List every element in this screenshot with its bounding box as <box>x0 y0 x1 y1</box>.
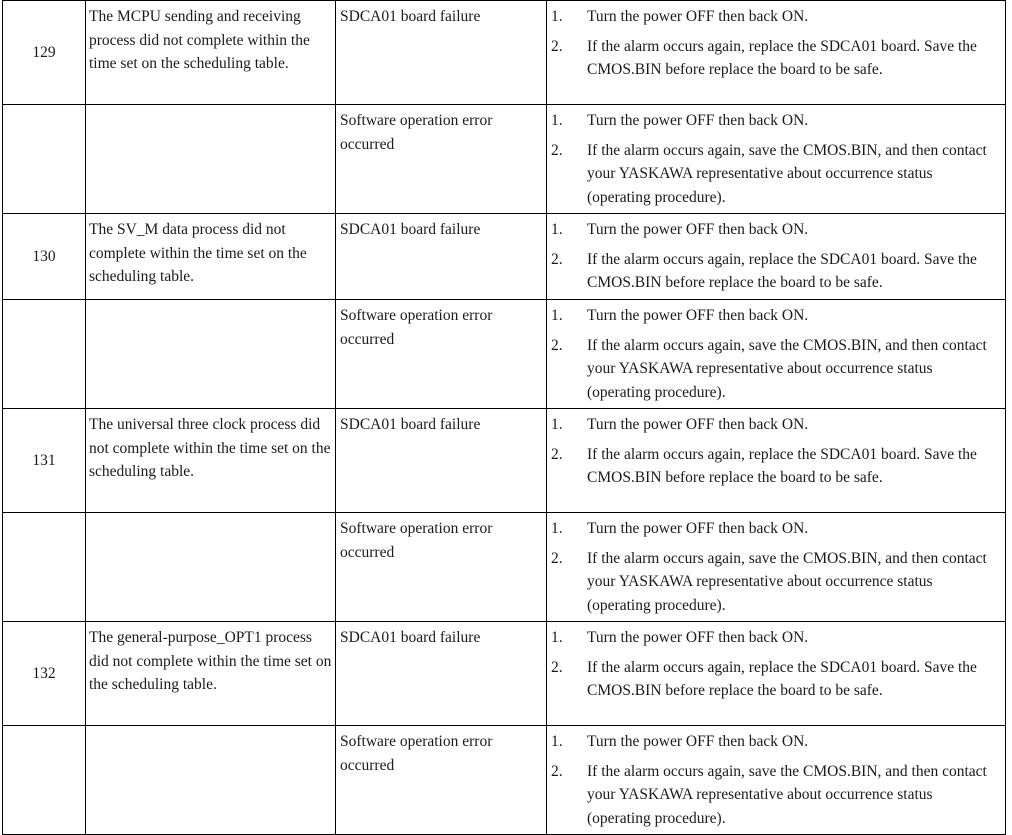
alarm-cause: Software operation error occurred <box>340 733 493 774</box>
alarm-cause: SDCA01 board failure <box>340 221 481 238</box>
alarm-code-cell <box>3 622 86 726</box>
alarm-message-cell <box>86 1 336 105</box>
step-number: 2. <box>551 445 563 463</box>
alarm-code-cell <box>3 409 86 513</box>
remedy-steps <box>551 1 1005 86</box>
alarm-cause-cell <box>336 622 547 726</box>
alarm-message-cell <box>86 409 336 513</box>
remedy-step <box>551 760 1005 831</box>
alarm-code-cell <box>3 300 86 409</box>
remedy-step <box>551 547 1005 618</box>
alarm-cause: Software operation error occurred <box>340 112 493 153</box>
step-text: Turn the power OFF then back ON. <box>587 8 809 25</box>
remedy-step <box>551 35 1005 82</box>
table-row <box>3 105 1006 214</box>
remedy-step <box>551 334 1005 405</box>
alarm-cause: SDCA01 board failure <box>340 8 481 25</box>
table-row <box>3 513 1006 622</box>
alarm-cause-cell <box>336 726 547 835</box>
step-text: If the alarm occurs again, save the CMOS.BIN, and then contact your YASKAWA representative about occurrence status (operating procedure). <box>587 336 987 401</box>
step-number: 2. <box>551 141 563 159</box>
alarm-code: 130 <box>32 247 56 265</box>
remedy-step <box>551 218 1005 242</box>
alarm-remedy-cell <box>547 513 1006 622</box>
remedy-step <box>551 248 1005 295</box>
step-text: Turn the power OFF then back ON. <box>587 416 809 433</box>
alarm-message-cell <box>86 513 336 622</box>
step-text: If the alarm occurs again, replace the SDCA01 board. Save the CMOS.BIN before replace the board to be safe. <box>587 250 977 291</box>
alarm-code: 132 <box>32 664 56 682</box>
step-text: If the alarm occurs again, replace the SDCA01 board. Save the CMOS.BIN before replace the board to be safe. <box>587 37 977 78</box>
table-row <box>3 214 1006 300</box>
table-row <box>3 300 1006 409</box>
alarm-remedy-cell <box>547 105 1006 214</box>
alarm-cause-cell <box>336 409 547 513</box>
step-number: 1. <box>551 416 563 433</box>
remedy-step <box>551 443 1005 490</box>
step-text: Turn the power OFF then back ON. <box>587 520 809 537</box>
step-text: If the alarm occurs again, save the CMOS.BIN, and then contact your YASKAWA representative about occurrence status (operating procedure). <box>587 141 987 206</box>
alarm-remedy-cell <box>547 726 1006 835</box>
alarm-message: The SV_M data process did not complete within the time set on the scheduling table. <box>89 221 307 285</box>
alarm-message-cell <box>86 214 336 300</box>
alarm-message <box>89 726 335 730</box>
alarm-code-cell <box>3 1 86 105</box>
remedy-steps <box>551 214 1005 299</box>
remedy-steps <box>551 105 1005 213</box>
remedy-step <box>551 656 1005 703</box>
step-number: 1. <box>551 307 563 324</box>
alarm-code-cell <box>3 105 86 214</box>
step-number: 2. <box>551 549 563 567</box>
remedy-steps <box>551 513 1005 621</box>
step-number: 1. <box>551 221 563 238</box>
step-text: If the alarm occurs again, replace the SDCA01 board. Save the CMOS.BIN before replace the board to be safe. <box>587 658 977 699</box>
step-text: Turn the power OFF then back ON. <box>587 629 809 646</box>
remedy-step <box>551 517 1005 541</box>
alarm-message-cell <box>86 622 336 726</box>
alarm-remedy-cell <box>547 300 1006 409</box>
table-row <box>3 409 1006 513</box>
alarm-code-cell <box>3 726 86 835</box>
remedy-steps <box>551 409 1005 494</box>
alarm-message <box>89 300 335 304</box>
remedy-step <box>551 626 1005 650</box>
table-row <box>3 1 1006 105</box>
alarm-remedy-cell <box>547 214 1006 300</box>
alarm-code-cell <box>3 513 86 622</box>
step-number: 1. <box>551 733 563 750</box>
alarm-cause-cell <box>336 214 547 300</box>
remedy-step <box>551 304 1005 328</box>
step-number: 1. <box>551 8 563 25</box>
remedy-step <box>551 413 1005 437</box>
step-number: 2. <box>551 250 563 268</box>
step-text: Turn the power OFF then back ON. <box>587 221 809 238</box>
remedy-step <box>551 139 1005 210</box>
alarm-code-cell <box>3 214 86 300</box>
table-row <box>3 726 1006 835</box>
table-row <box>3 622 1006 726</box>
remedy-steps <box>551 726 1005 834</box>
step-number: 1. <box>551 629 563 646</box>
step-text: Turn the power OFF then back ON. <box>587 307 809 324</box>
alarm-cause-cell <box>336 105 547 214</box>
remedy-steps <box>551 300 1005 408</box>
alarm-remedy-cell <box>547 622 1006 726</box>
alarm-message-cell <box>86 726 336 835</box>
alarm-message-cell <box>86 300 336 409</box>
alarm-table <box>2 0 1006 835</box>
alarm-cause-cell <box>336 300 547 409</box>
step-number: 1. <box>551 520 563 537</box>
step-number: 2. <box>551 37 563 55</box>
remedy-step <box>551 730 1005 754</box>
step-text: If the alarm occurs again, save the CMOS.BIN, and then contact your YASKAWA representative about occurrence status (operating procedure). <box>587 762 987 827</box>
alarm-code: 129 <box>32 43 56 61</box>
alarm-message: The MCPU sending and receiving process did not complete within the time set on the scheduling table. <box>89 8 310 72</box>
alarm-cause-cell <box>336 513 547 622</box>
remedy-step <box>551 109 1005 133</box>
step-text: Turn the power OFF then back ON. <box>587 733 809 750</box>
alarm-remedy-cell <box>547 409 1006 513</box>
step-text: If the alarm occurs again, replace the SDCA01 board. Save the CMOS.BIN before replace the board to be safe. <box>587 445 977 486</box>
alarm-message: The general-purpose_OPT1 process did not complete within the time set on the scheduling table. <box>89 629 332 693</box>
step-number: 2. <box>551 762 563 780</box>
remedy-steps <box>551 622 1005 707</box>
alarm-remedy-cell <box>547 1 1006 105</box>
alarm-message <box>89 513 335 517</box>
alarm-message: The universal three clock process did not complete within the time set on the scheduling table. <box>89 416 331 480</box>
alarm-code: 131 <box>32 451 56 469</box>
alarm-message <box>89 105 335 109</box>
remedy-step <box>551 5 1005 29</box>
step-text: Turn the power OFF then back ON. <box>587 112 809 129</box>
alarm-message-cell <box>86 105 336 214</box>
alarm-cause-cell <box>336 1 547 105</box>
step-number: 2. <box>551 658 563 676</box>
alarm-table-body <box>3 1 1006 835</box>
step-number: 2. <box>551 336 563 354</box>
alarm-cause: Software operation error occurred <box>340 520 493 561</box>
step-number: 1. <box>551 112 563 129</box>
step-text: If the alarm occurs again, save the CMOS.BIN, and then contact your YASKAWA representative about occurrence status (operating procedure). <box>587 549 987 614</box>
alarm-cause: SDCA01 board failure <box>340 629 481 646</box>
alarm-cause: Software operation error occurred <box>340 307 493 348</box>
alarm-cause: SDCA01 board failure <box>340 416 481 433</box>
